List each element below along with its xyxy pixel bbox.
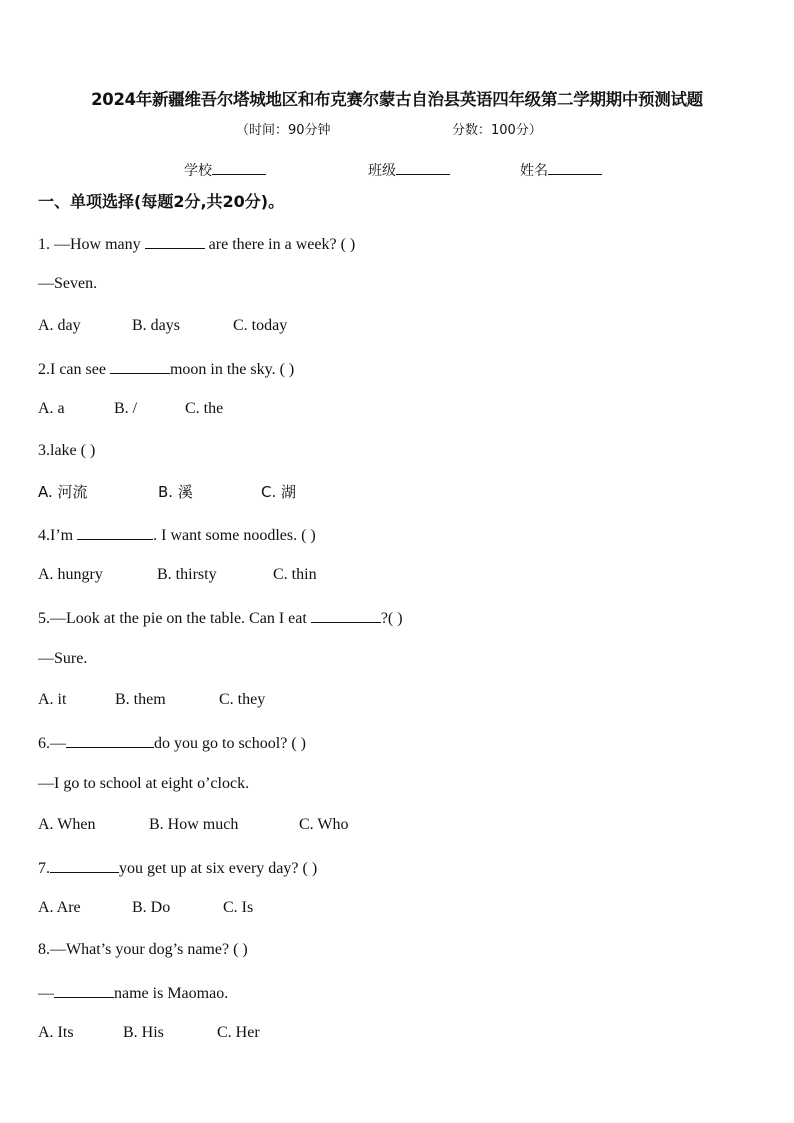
question-6-text-start: 6.— (38, 735, 66, 752)
question-1-answer-line: —Seven. (38, 275, 98, 292)
question-7-text-start: 7. (38, 860, 50, 877)
question-1-option-c: C. today (233, 317, 288, 334)
question-8-answer-start: — (38, 985, 54, 1002)
question-8-answer-end: name is Maomao. (114, 985, 229, 1002)
question-7-text-end: you get up at six every day? ( ) (119, 860, 318, 877)
name-blank (548, 160, 602, 175)
question-5-text-end: ?( ) (380, 610, 403, 627)
class-blank (396, 160, 450, 175)
question-5 (38, 607, 403, 629)
name-field (520, 160, 602, 180)
question-3-option-c (261, 482, 296, 503)
name-label: 姓名 (520, 163, 548, 179)
question-8-option-b: B. His (123, 1024, 164, 1041)
question-2-text-start: 2.I can see (38, 361, 110, 378)
question-8-option-a: A. Its (38, 1024, 74, 1041)
question-6-option-a: A. When (38, 816, 96, 833)
question-5-text-start: 5.—Look at the pie on the table. Can I eat (38, 610, 311, 627)
question-8-answer-line (38, 982, 228, 1004)
question-6 (38, 732, 306, 754)
question-5-answer-line: —Sure. (38, 650, 88, 667)
school-blank (212, 160, 266, 175)
class-field (368, 160, 450, 180)
class-label: 班级 (368, 163, 396, 179)
question-4-text-end: . I want some noodles. ( ) (153, 527, 316, 544)
question-8: 8.—What’s your dog’s name? ( ) (38, 941, 248, 958)
question-3-option-c-text: C. 湖 (261, 483, 297, 501)
question-6-text-end: do you go to school? ( ) (154, 735, 306, 752)
question-1 (38, 233, 355, 255)
question-3-option-a-text: A. 河流 (38, 483, 88, 501)
question-1-text-start: 1. —How many (38, 236, 145, 253)
exam-score: 分数：100分） (452, 123, 542, 138)
question-3-option-a (38, 482, 88, 503)
question-7-option-a: A. Are (38, 899, 81, 916)
question-5-blank (311, 607, 381, 623)
question-7-option-b: B. Do (132, 899, 171, 916)
question-2-text-end: moon in the sky. ( ) (169, 361, 295, 378)
question-1-blank (145, 233, 205, 249)
question-6-option-c: C. Who (299, 816, 349, 833)
question-5-option-a: A. it (38, 691, 67, 708)
question-1-option-a: A. day (38, 317, 81, 334)
question-5-option-c: C. they (219, 691, 266, 708)
exam-time: （时间：90分钟 (236, 123, 331, 138)
question-2-blank (110, 358, 170, 374)
page-title: 2024年新疆维吾尔塔城地区和布克赛尔蒙古自治县英语四年级第二学期期中预测试题 (91, 90, 703, 109)
question-8-option-c: C. Her (217, 1024, 260, 1041)
question-5-option-b: B. them (115, 691, 166, 708)
question-6-blank (66, 732, 154, 748)
question-7-blank (50, 857, 119, 873)
question-7-option-c: C. Is (223, 899, 254, 916)
question-3: 3.lake ( ) (38, 442, 96, 459)
school-field (184, 160, 266, 180)
question-4-option-c: C. thin (273, 566, 317, 583)
question-6-option-b: B. How much (149, 816, 239, 833)
question-2-option-a: A. a (38, 400, 65, 417)
question-4-option-a: A. hungry (38, 566, 103, 583)
question-1-option-b: B. days (132, 317, 180, 334)
question-4-option-b: B. thirsty (157, 566, 217, 583)
question-4 (38, 524, 316, 546)
question-2-option-c: C. the (185, 400, 224, 417)
question-7 (38, 857, 317, 879)
question-3-option-b (158, 482, 193, 503)
section-heading: 一、单项选择(每题2分,共20分)。 (38, 192, 285, 211)
question-2 (38, 358, 294, 380)
question-3-option-b-text: B. 溪 (158, 483, 193, 501)
question-2-option-b: B. / (114, 400, 138, 417)
school-label: 学校 (184, 163, 212, 179)
question-8-blank (54, 982, 114, 998)
question-6-answer-line: —I go to school at eight o’clock. (38, 775, 250, 792)
question-4-text-start: 4.I’m (38, 527, 78, 544)
question-1-text-end: are there in a week? ( ) (204, 236, 356, 253)
question-4-blank (77, 524, 153, 540)
